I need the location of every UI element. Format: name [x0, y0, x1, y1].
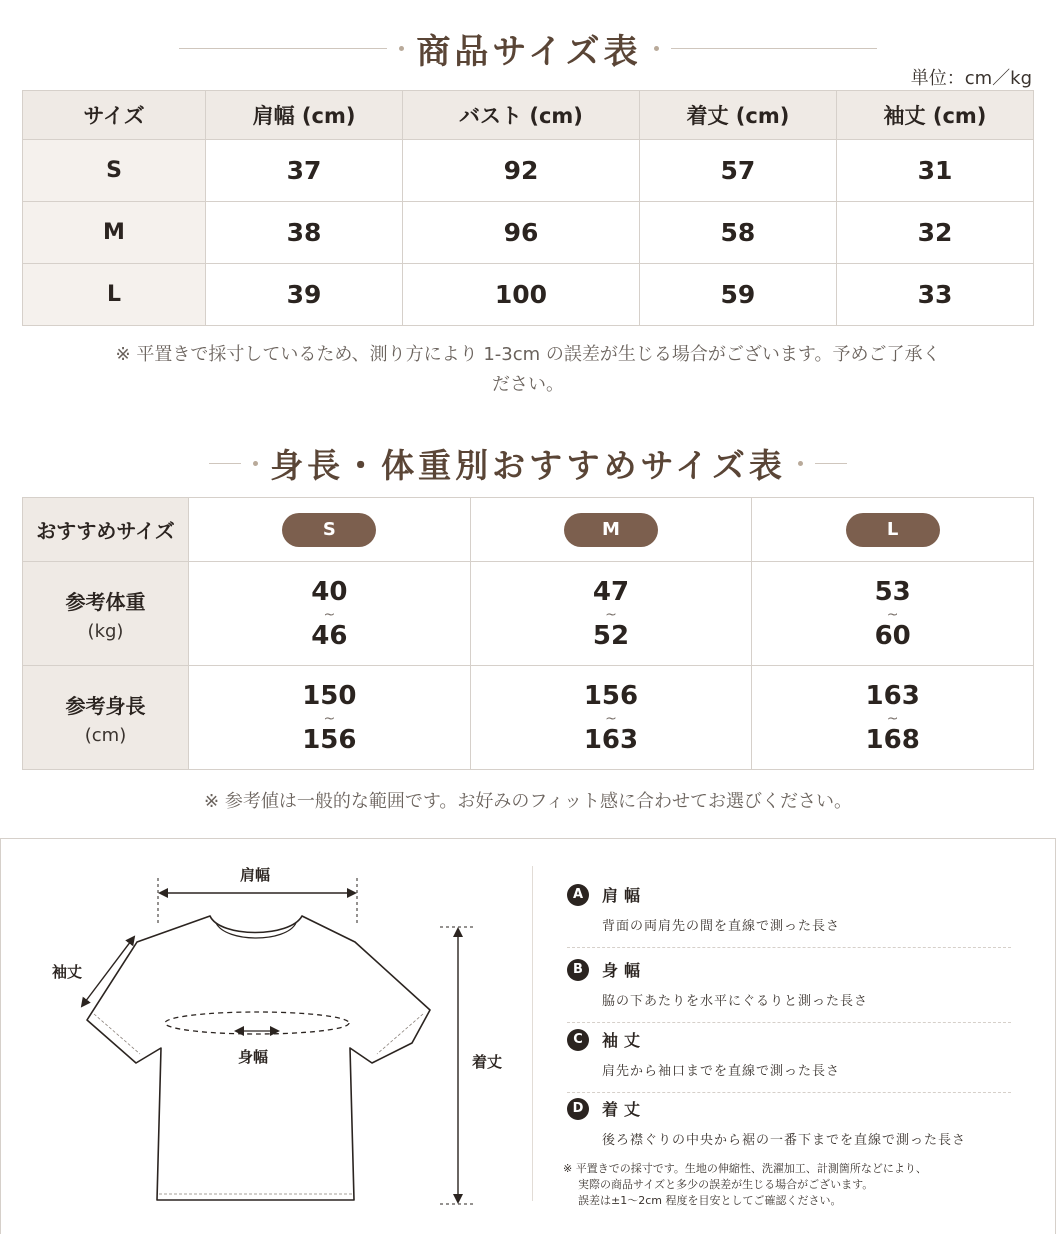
recommend-note: ※ 参考値は一般的な範囲です。お好みのフィット感に合わせてお選びください。: [204, 791, 852, 812]
cell-value: 33: [836, 264, 1033, 326]
title-rule-right: [671, 48, 877, 49]
header-sleeve: 袖丈 (cm): [836, 91, 1033, 140]
cell-value: 38: [206, 202, 403, 264]
range-from: 40: [311, 576, 348, 607]
legend-item-d: [567, 1097, 1011, 1148]
height-cell: [752, 666, 1034, 770]
title-rule-left: [209, 463, 241, 464]
cell-value: 59: [639, 264, 836, 326]
size-chart-title-row: [0, 24, 1056, 73]
diagram-divider: [532, 866, 533, 1201]
header-shoulder: 肩幅 (cm): [206, 91, 403, 140]
range-to: 156: [302, 724, 357, 755]
tshirt-diagram: [0, 838, 532, 1234]
recommend-table: [22, 497, 1034, 770]
weight-cell: [470, 562, 752, 666]
range-to: 168: [865, 724, 920, 755]
recommend-title-row: [0, 440, 1056, 487]
cell-value: 92: [403, 140, 640, 202]
cell-value: 100: [403, 264, 640, 326]
cell-value: 58: [639, 202, 836, 264]
size-col-s: [189, 498, 471, 562]
header-size: サイズ: [23, 91, 206, 140]
legend-desc: 脇の下あたりを水平にぐるりと測った長さ: [602, 994, 869, 1009]
size-col-l: [752, 498, 1034, 562]
legend-item-b: [567, 958, 1011, 1023]
height-cell: [470, 666, 752, 770]
legend-desc: 肩先から袖口までを直線で測った長さ: [602, 1064, 841, 1079]
unit-label: 単位：cm／kg: [910, 68, 1032, 89]
note-line: ださい。: [492, 374, 564, 395]
cell-value: 31: [836, 140, 1033, 202]
range-tilde: ~: [605, 606, 617, 623]
legend-name: 肩幅: [602, 886, 647, 905]
size-table: [22, 90, 1034, 326]
legend-item-c: [567, 1028, 1011, 1093]
weight-label: [23, 562, 189, 666]
letter-badge: C: [567, 1029, 589, 1051]
weight-cell: [752, 562, 1034, 666]
cell-value: 57: [639, 140, 836, 202]
range-to: 60: [874, 620, 911, 651]
label-body-width: 身幅: [238, 1048, 269, 1066]
header-bust: バスト (cm): [403, 91, 640, 140]
legend-desc: 後ろ襟ぐりの中央から裾の一番下までを直線で測った長さ: [602, 1133, 967, 1148]
diagram-footnote: [563, 1161, 927, 1209]
range-from: 47: [592, 576, 630, 607]
range-from: 53: [874, 576, 911, 607]
range-from: 150: [302, 680, 357, 711]
cell-value: 39: [206, 264, 403, 326]
header-recommend-size: おすすめサイズ: [23, 498, 189, 562]
header-length: 着丈 (cm): [639, 91, 836, 140]
title-dot-left: [399, 46, 404, 51]
legend-name: 着丈: [602, 1100, 647, 1119]
range-from: 163: [865, 680, 920, 711]
letter-badge: B: [567, 959, 589, 981]
legend-separator: [567, 1022, 1011, 1023]
title-dot-right: [654, 46, 659, 51]
letter-badge: A: [567, 884, 589, 906]
table-row: [23, 140, 1034, 202]
legend-item-a: [567, 883, 1011, 948]
footnote-line: 実際の商品サイズと多少の誤差が生じる場合がございます。: [578, 1178, 874, 1191]
title-rule-left: [179, 48, 387, 49]
size-pill: S: [282, 513, 376, 547]
size-chart-note: [40, 340, 1016, 400]
label-sleeve: 袖丈: [52, 963, 83, 981]
size-chart-title: 商品サイズ表: [416, 32, 642, 72]
row-size: S: [23, 140, 206, 202]
size-col-m: [470, 498, 752, 562]
range-tilde: ~: [323, 606, 336, 623]
footnote-line: ※ 平置きでの採寸です。生地の伸縮性、洗濯加工、計測箇所などにより、: [563, 1162, 927, 1175]
size-pill: M: [564, 513, 658, 547]
label-shoulder: 肩幅: [240, 866, 271, 884]
range-to: 46: [311, 620, 348, 651]
title-rule-right: [815, 463, 847, 464]
height-unit: (cm): [84, 724, 127, 746]
table-row: [23, 202, 1034, 264]
weight-unit: (kg): [87, 620, 124, 642]
size-pill: L: [846, 513, 940, 547]
title-dot-right: [798, 461, 803, 466]
cell-value: 96: [403, 202, 640, 264]
range-tilde: ~: [886, 710, 899, 727]
range-to: 163: [583, 724, 639, 755]
cell-value: 37: [206, 140, 403, 202]
height-label: [23, 666, 189, 770]
range-tilde: ~: [886, 606, 899, 623]
recommend-header-row: [23, 498, 1034, 562]
cell-value: 32: [836, 202, 1033, 264]
row-size: L: [23, 264, 206, 326]
table-row: [23, 264, 1034, 326]
legend-separator: [567, 947, 1011, 948]
legend-name: 袖丈: [602, 1031, 647, 1050]
row-size: M: [23, 202, 206, 264]
letter-badge: D: [567, 1098, 589, 1120]
range-from: 156: [583, 680, 639, 711]
range-tilde: ~: [605, 710, 617, 727]
weight-cell: [189, 562, 471, 666]
height-cell: [189, 666, 471, 770]
label-length: 着丈: [472, 1053, 503, 1071]
legend-desc: 背面の両肩先の間を直線で測った長さ: [602, 919, 841, 934]
recommend-title: 身長・体重別おすすめサイズ表: [270, 446, 786, 485]
legend-separator: [567, 1092, 1011, 1093]
height-row: [23, 666, 1034, 770]
range-to: 52: [592, 620, 630, 651]
weight-label-text: 参考体重: [65, 589, 146, 614]
legend-name: 身幅: [602, 961, 647, 980]
note-line: ※ 平置きで採寸しているため、測り方により 1-3cm の誤差が生じる場合がございます。予めご了承く: [115, 344, 941, 365]
size-table-header: [23, 91, 1034, 140]
range-tilde: ~: [323, 710, 336, 727]
footnote-line: 誤差は±1～2cm 程度を目安としてご確認ください。: [578, 1194, 842, 1207]
height-label-text: 参考身長: [65, 693, 146, 718]
weight-row: [23, 562, 1034, 666]
title-dot-left: [253, 461, 258, 466]
